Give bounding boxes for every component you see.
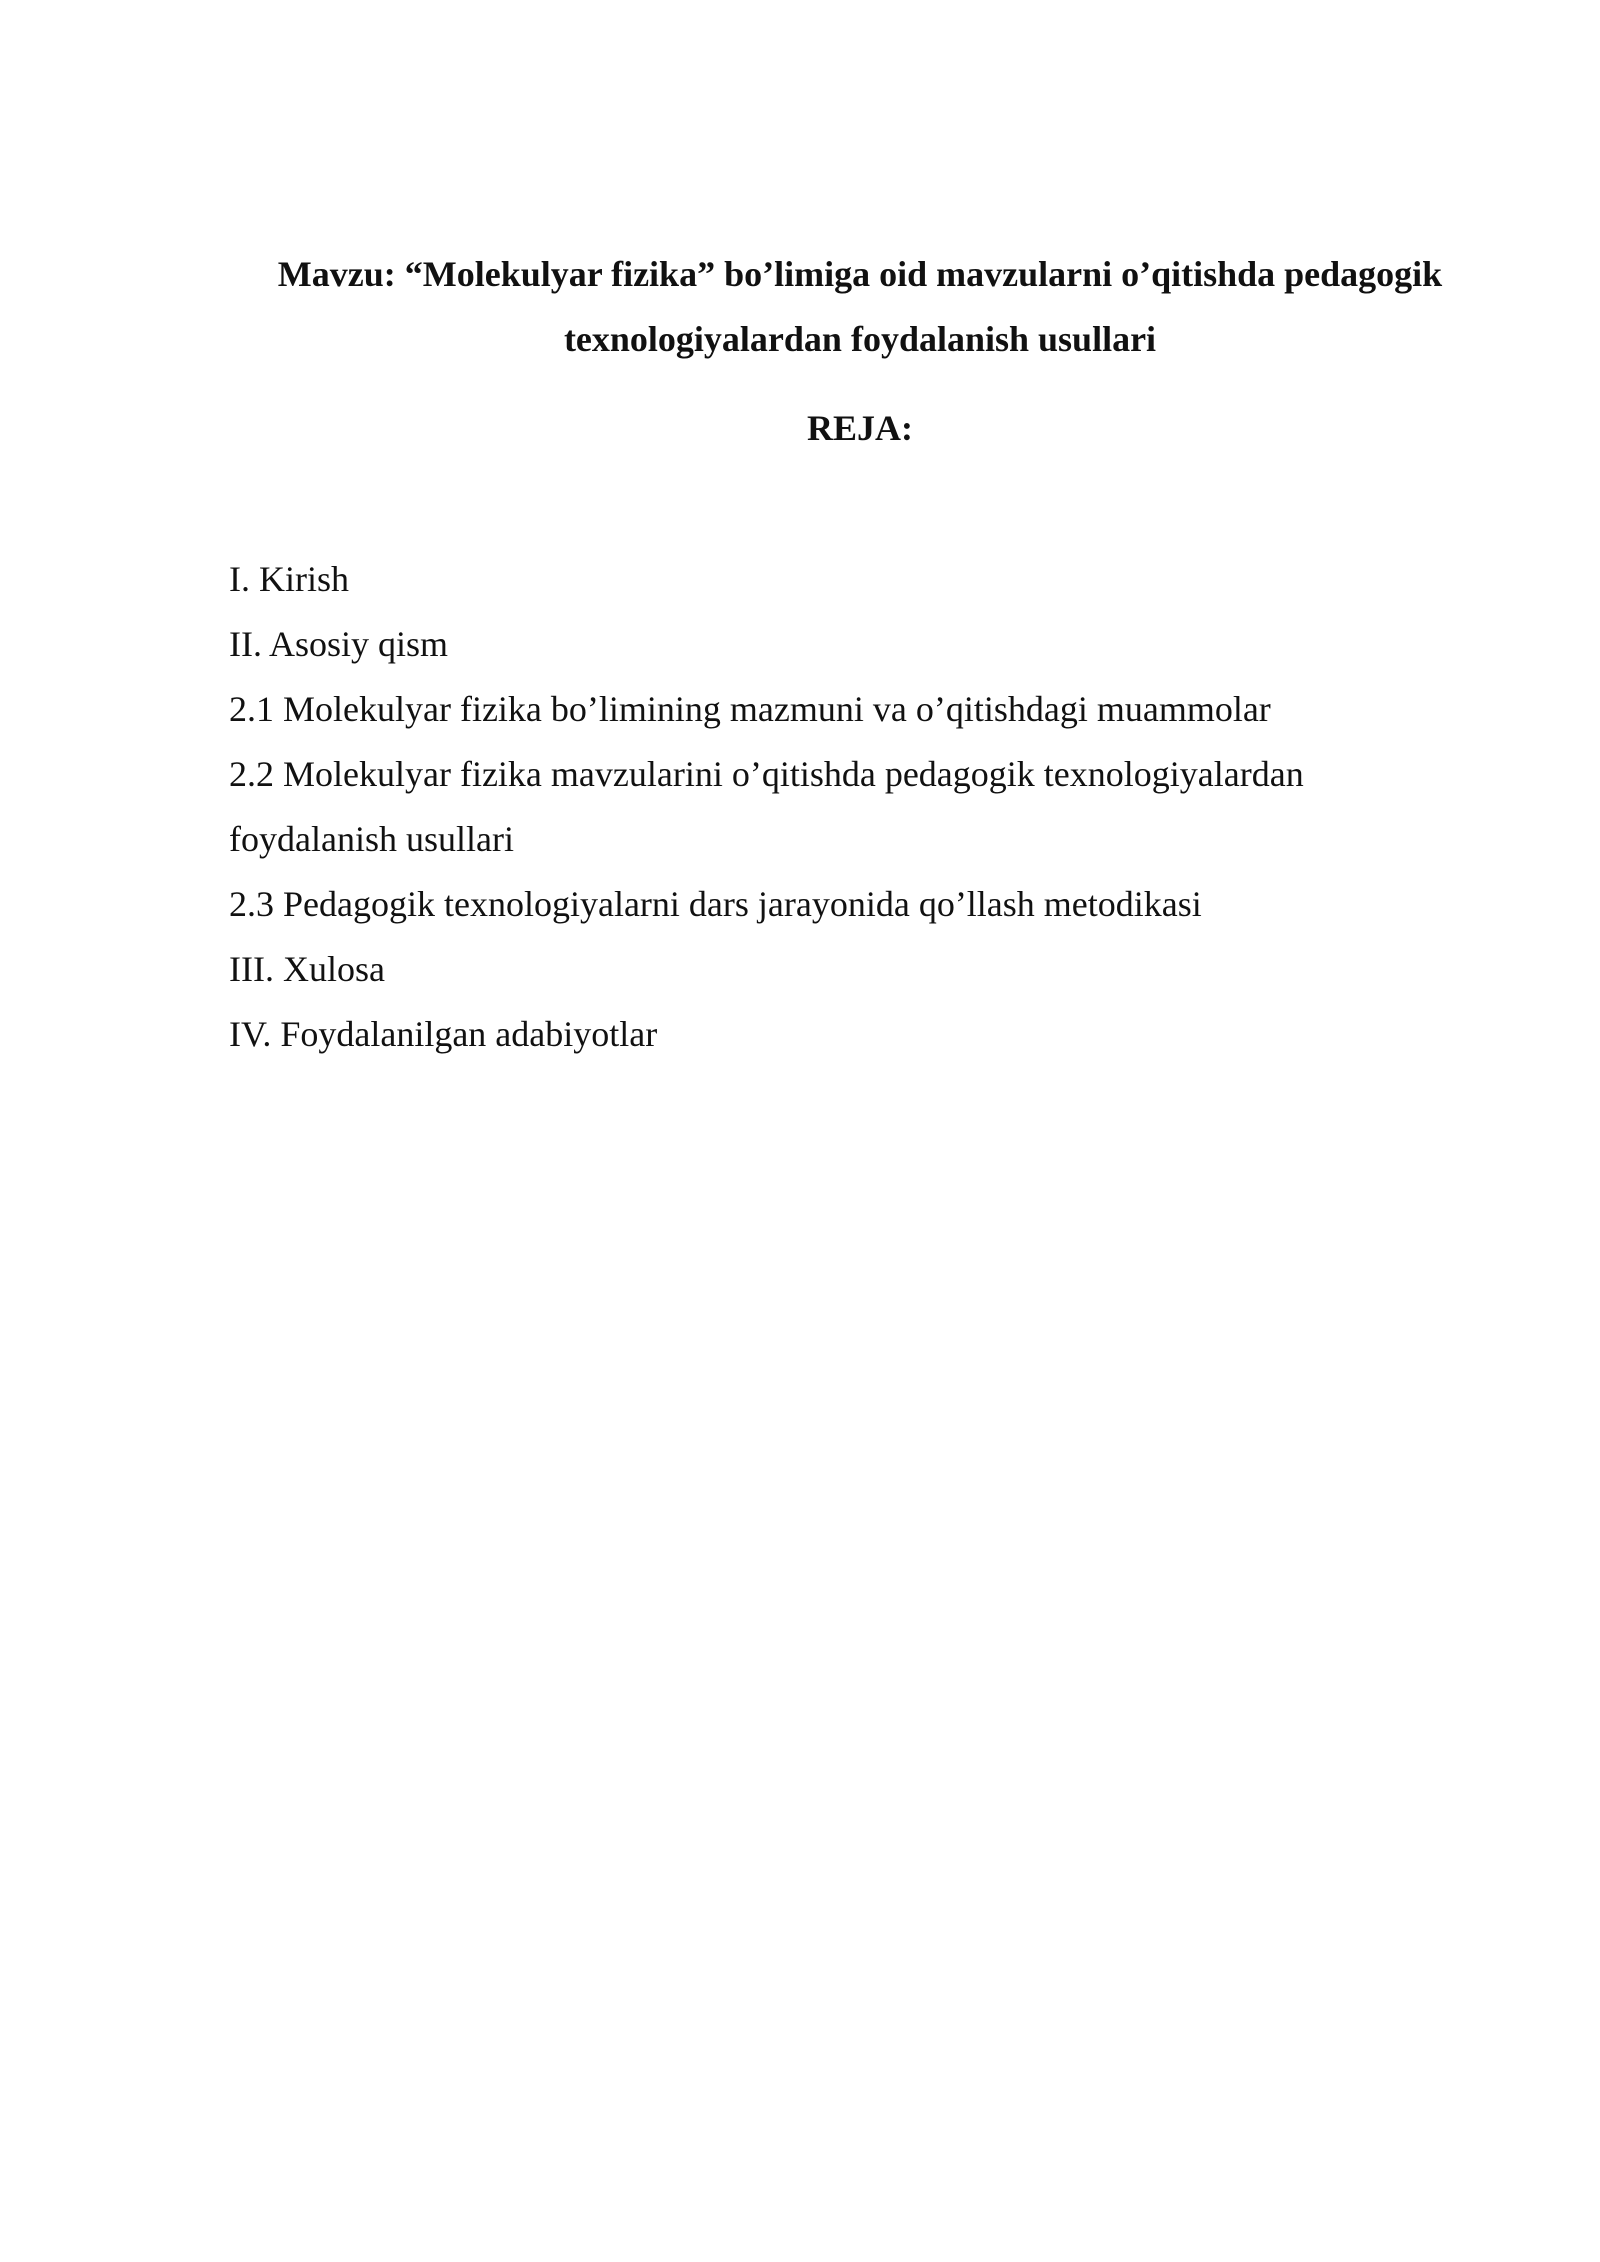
plan-item-introduction: I. Kirish	[229, 559, 349, 599]
plan-heading: REJA:	[807, 408, 913, 448]
plan-item-2-1: 2.1 Molekulyar fizika bo’limining mazmuni va o’qitishdagi muammolar	[229, 689, 1271, 729]
document-title	[230, 242, 1490, 372]
plan-item-conclusion: III. Xulosa	[229, 949, 385, 989]
plan-item-main-part: II. Asosiy qism	[229, 624, 449, 664]
title-line-1: Mavzu: “Molekulyar fizika” bo’limiga oid mavzularni o’qitishda pedagogik	[277, 254, 1443, 294]
plan-item-2-2: 2.2 Molekulyar fizika mavzularini o’qitishda pedagogik texnologiyalardan	[229, 754, 1304, 794]
plan-item-2-2-continuation: foydalanish usullari	[229, 819, 514, 859]
plan-item-2-3: 2.3 Pedagogik texnologiyalarni dars jarayonida qo’llash metodikasi	[229, 884, 1202, 924]
title-line-2: texnologiyalardan foydalanish usullari	[563, 319, 1157, 359]
plan-item-references: IV. Foydalanilgan adabiyotlar	[229, 1014, 658, 1054]
plan-list	[229, 547, 1379, 1067]
